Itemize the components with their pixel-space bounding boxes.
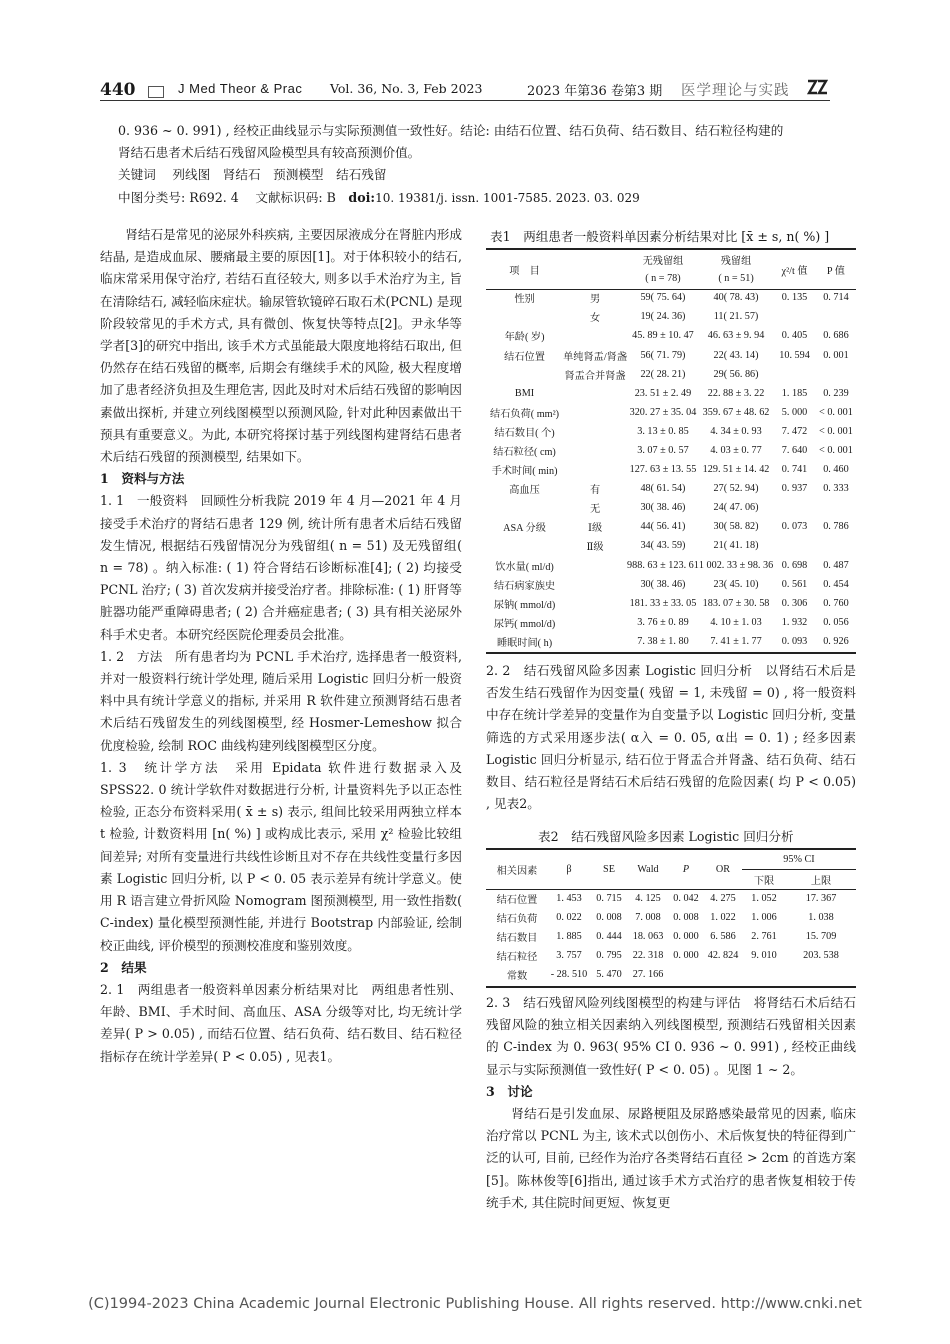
table1-row-cell: 1 002. 33 ± 98. 36 (698, 559, 774, 571)
table2-row-cell: 42. 824 (707, 950, 739, 961)
table1-bottom-rule (486, 652, 856, 654)
table1-row-cell: 肾盂合并肾盏 (564, 370, 626, 382)
table2 (486, 850, 856, 984)
volume-cn: 2023 年第36 卷第3 期 (527, 84, 663, 99)
table2-header-cell: 95% CI (742, 850, 856, 870)
table1-row-cell (773, 498, 816, 517)
table1-row-cell: 0. 306 (781, 597, 808, 609)
table1-row-cell: Ⅰ级 (587, 523, 603, 535)
table1-row-cell: 单纯肾盂/肾盏 (563, 351, 628, 363)
table1-row-cell: 男 (589, 294, 601, 306)
table1-caption: 表1 两组患者一般资料单因素分析结果对比 [x̄ ± s, n( %) ] (490, 229, 830, 244)
table2-row-cell: 1. 052 (751, 893, 777, 904)
right-column-upper (486, 660, 856, 815)
table1-row (486, 384, 856, 403)
table1-header-row (486, 250, 856, 269)
table1-row-cell: 4. 03 ± 0. 77 (710, 444, 762, 456)
table1-row-cell: 手术时间( min) (491, 466, 558, 478)
table1-row-cell (563, 441, 627, 460)
left-column (100, 224, 462, 1068)
table1-row-cell (563, 326, 627, 345)
table1-row-cell: 0. 001 (823, 349, 849, 361)
table2-header-row (486, 850, 856, 870)
table1-row (486, 613, 856, 632)
table2-row (486, 965, 856, 984)
table1-row-cell (563, 575, 627, 594)
table1-row-cell: 0. 561 (781, 578, 808, 590)
table1-row-cell: 11( 21. 57) (713, 311, 759, 323)
table2-row-cell: 0. 022 (556, 912, 582, 923)
table2-header-cell: 相关因素 (496, 866, 538, 877)
table1-row-cell (563, 632, 627, 651)
table1-row-cell: 女 (589, 313, 601, 325)
table1-row-cell (563, 613, 627, 632)
table1-row-cell: 4. 34 ± 0. 93 (710, 425, 762, 437)
table1-row (486, 307, 856, 326)
table1-row (486, 441, 856, 460)
table1-row-cell: 183. 07 ± 30. 58 (702, 597, 770, 609)
table1-row-cell (563, 422, 627, 441)
classification (118, 187, 830, 209)
table1-row-cell: 0. 239 (823, 387, 849, 399)
table1-row-cell: 0. 714 (823, 292, 849, 304)
table1-row-cell: 0. 056 (823, 616, 849, 628)
doi-value: 10. 19381/j. issn. 1001-7585. 2023. 03. 029 (375, 190, 640, 205)
table1-row-cell: 0. 405 (781, 330, 808, 342)
table1-header-cell: 项 目 (509, 265, 540, 277)
table1-row-cell: 30( 38. 46) (640, 578, 686, 590)
table1-row (486, 517, 856, 536)
table2-row (486, 946, 856, 965)
section-2-heading: 2 结果 (100, 959, 147, 975)
table1-row-cell: 22( 28. 21) (640, 368, 686, 380)
table2-row-cell: 2. 761 (751, 931, 777, 942)
table1-row-cell: 结石位置 (504, 351, 545, 363)
table1-row-cell: BMI (514, 387, 535, 399)
table2-bottom-rule (486, 986, 856, 988)
table1 (486, 250, 856, 651)
table2-row-cell: 常数 (506, 971, 528, 982)
table2-row (486, 908, 856, 927)
table1-row-cell: 59( 75. 64) (640, 292, 686, 304)
table2-row-cell: 0. 008 (673, 912, 699, 923)
table1-row (486, 288, 856, 307)
table1-row-cell: 结石病家族史 (493, 580, 556, 592)
table2-header-cell: OR (715, 864, 731, 875)
table1-row-cell: 23( 45. 10) (713, 578, 759, 590)
table1-row-cell: 44( 56. 41) (640, 521, 686, 533)
table2-row (486, 889, 856, 908)
page-number: 440 (100, 80, 136, 100)
table1-header-cell: P 值 (826, 265, 845, 277)
table1-row-cell: 30( 38. 46) (640, 502, 686, 514)
table1-row-cell: 988. 63 ± 123. 61 (627, 559, 699, 571)
table1-row-cell (563, 556, 627, 575)
table1-row-cell: 127. 63 ± 13. 55 (629, 464, 697, 476)
table2-row-cell: 1. 038 (808, 912, 834, 923)
table2-row-cell: 0. 444 (596, 931, 622, 942)
table1-row (486, 326, 856, 345)
table2-row-cell: 203. 538 (803, 950, 839, 961)
table1-row-cell: 7. 38 ± 1. 80 (637, 635, 689, 647)
classification-text: 中图分类号: R692. 4 文献标识码: B (118, 189, 349, 205)
table1-row-cell: 3. 13 ± 0. 85 (637, 425, 689, 437)
table1-row-cell: 22( 43. 14) (713, 349, 759, 361)
table2-row-cell (704, 965, 742, 984)
table1-row-cell: 19( 24. 36) (640, 311, 686, 323)
table1-row-cell: 0. 454 (823, 578, 849, 590)
table1-row-cell (816, 498, 856, 517)
table1-row-cell: ASA 分级 (503, 523, 546, 535)
section-1-1: 1. 1 一般资料 回顾性分析我院 2019 年 4 月—2021 年 4 月接受手术治疗的肾结石患者 129 例, 统计所有患者术后结石残留发生情况, 根据结石残留情况分为残留组( n = 51) 及无残留组( n = 78) 。纳入标准: ( 1) 符合肾结石诊断标准[4]; ( 2) 均接受 PCNL 治疗; ( 3) 首次发病并接受治疗者。排除标准: ( 1) 肝肾等脏器功能严重障碍患者; ( 2) 合并癌症患者; ( 3) 具有相关泌尿外科手术史者。本研究经医院伦理委员会批准。 (100, 493, 462, 642)
table1-row-cell: 4. 10 ± 1. 03 (710, 616, 762, 628)
table1-row-cell: 0. 093 (781, 635, 808, 647)
table1-row-cell: 0. 333 (823, 483, 849, 495)
table1-row-cell: 27( 52. 94) (713, 483, 759, 495)
table1-row-cell: 0. 073 (781, 521, 808, 533)
table1-row-cell: 结石粒径( cm) (493, 446, 556, 458)
table2-row-cell (668, 965, 704, 984)
table1-row-cell: 359. 67 ± 48. 62 (702, 406, 770, 418)
right-column-lower (486, 992, 856, 1214)
table1-row-cell: 7. 472 (781, 425, 808, 437)
table1-row (486, 536, 856, 555)
table1-row-cell: 46. 63 ± 9. 94 (707, 330, 765, 342)
table1-row-cell: 结石数目( 个) (494, 427, 555, 439)
table2-row-cell: 结石数目 (496, 933, 538, 944)
table1-row-cell: 0. 786 (823, 521, 849, 533)
table1-header-cell: 残留组 (720, 256, 752, 268)
table1-row-cell: 3. 07 ± 0. 57 (637, 444, 689, 456)
table2-row-cell: 0. 042 (673, 893, 699, 904)
table1-row-cell: 29( 56. 86) (713, 368, 759, 380)
table1-row-cell: 22. 88 ± 3. 22 (707, 387, 765, 399)
table2-row-cell: 22. 318 (632, 950, 664, 961)
table1-row-cell: 0. 937 (781, 483, 808, 495)
table1-row-cell: 高血压 (509, 485, 540, 497)
table2-row-cell: 5. 470 (596, 969, 622, 980)
table2-row-cell: 15. 709 (805, 931, 837, 942)
table1-row-cell: 尿钠( mmol/d) (493, 599, 556, 611)
table1-row-cell (563, 403, 627, 422)
table2-row-cell: 结石粒径 (496, 952, 538, 963)
table1-header-cell: 无残留组 (642, 256, 684, 268)
table1-row-cell (563, 384, 627, 403)
table2-row-cell: 0. 008 (596, 912, 622, 923)
table2-row-cell: 1. 885 (556, 931, 582, 942)
table1-row-cell: 饮水量( ml/d) (495, 561, 554, 573)
copyright-footer: (C)1994-2023 China Academic Journal Electronic Publishing House. All rights reserved. http://www.cnki.net (88, 1296, 862, 1312)
table1-row-cell (486, 307, 563, 326)
table2-header-rule (486, 889, 856, 890)
table1-row-cell (816, 307, 856, 326)
table1-row-cell: 0. 135 (781, 292, 808, 304)
journal-logo-icon (806, 79, 828, 95)
table1-row-cell (816, 536, 856, 555)
table1-header-rule (486, 289, 856, 290)
table1-row-cell: 21( 41. 18) (713, 540, 759, 552)
section-1-2: 1. 2 方法 所有患者均为 PCNL 手术治疗, 选择患者一般资料, 并对一般资料行统计学处理, 随后采用 Logistic 回归分析一般资料中具有统计学意义的指标, 并采用 R 软件建立预测肾结石患者术后结石残留发生的列线图模型, 经 Hosmer-Lemeshow 拟合优度检验, 绘制 ROC 曲线构建列线图模型区分度。 (100, 648, 462, 753)
table1-row-cell: 有 (589, 485, 601, 497)
table1-row-cell: 无 (589, 504, 601, 516)
table1-row-cell: 1. 185 (781, 387, 808, 399)
section-3-heading: 3 讨论 (486, 1083, 533, 1099)
table2-row-cell: 17. 367 (805, 893, 837, 904)
abstract-line-2: 肾结石患者术后结石残留风险模型具有较高预测价值。 (118, 145, 421, 161)
table1-row (486, 422, 856, 441)
table1-row-cell: < 0. 001 (819, 444, 853, 456)
table1-row-cell (486, 498, 563, 517)
table1-row-cell: 0. 926 (823, 635, 849, 647)
table2-row-cell: 9. 010 (751, 950, 777, 961)
table1-row-cell: 45. 89 ± 10. 47 (632, 330, 694, 342)
table1-row-cell: 结石负荷( mm²) (490, 408, 560, 420)
table1-row (486, 479, 856, 498)
table2-row-cell: 结石负荷 (496, 914, 538, 925)
section-1-3: 1. 3 统计学方法 采用 Epidata 软件进行数据录入及 SPSS22. 0 统计学软件对数据进行分析, 计量资料先予以正态性检验, 正态分布资料采用( x̄ ± s) 表示, 组间比较采用两独立样本 t 检验, 计数资料用 [n( %) ] 或构成比表示, 采用 χ² 检验比较组间差异; 对所有变量进行共线性诊断且对不存在共线性变量行多因素 Logistic 回归分析, 以 P < 0. 05 表示差异有统计学意义。使用 R 语言建立骨折风险 Nomogram 图预测模型, 用一致性指数( C-index) 量化模型预测性能, 并进行 Bootstrap 内部验证, 绘制校正曲线, 评价模型的预测校准度和鉴别效度。 (100, 759, 462, 953)
table1-row-cell: 5. 000 (781, 406, 808, 418)
table2-row-cell (742, 965, 786, 984)
table2-row-cell: 1. 022 (710, 912, 736, 923)
table1-row-cell: 10. 594 (779, 349, 810, 361)
table1-row-cell (773, 307, 816, 326)
journal-name-cn: 医学理论与实践 (681, 83, 790, 99)
table2-row-cell: 6. 586 (710, 931, 736, 942)
table2-header-cell: Wald (637, 864, 659, 875)
intro-paragraph: 肾结石是常见的泌尿外科疾病, 主要因尿液成分在肾脏内形成结晶, 是造成血尿、腰痛最主要的原因[1]。对于体积较小的结石, 临床常采用保守治疗, 若结石直径较大, 则多以手术治疗为主, 旨在清除结石, 减轻临床症状。输尿管软镜碎石取石术(PCNL) 是现阶段较常见的手术方式, 具有微创、恢复快等特点[2]。尹永华等学者[3]的研究中指出, 该手术方式虽能最大限度地将结石取出, 但仍然存在结石残留的概率, 后期会有继续手术的风险, 极大程度增加了患者经济负担及生理危害, 因此及时对术后结石残留的影响因素做出探析, 并建立列线图模型以预测风险, 针对此种因素做出干预具有重要意义。为此, 本研究将探讨基于列线图构建肾结石患者术后结石残留的预测模型, 结果如下。 (100, 227, 462, 465)
abstract-line-1: 0. 936 ~ 0. 991) , 经校正曲线显示与实际预测值一致性好。结论: 由结石位置、结石负荷、结石数目、结石粒径构建的 (118, 123, 784, 138)
table2-row-cell: - 28. 510 (550, 969, 588, 980)
table1-row-cell (486, 365, 563, 384)
table1-row-cell: 320. 27 ± 35. 04 (629, 406, 697, 418)
table2-row-cell: 4. 275 (710, 893, 736, 904)
table2-header-cell: 上限 (810, 876, 832, 887)
table1-row-cell: 1. 932 (781, 616, 808, 628)
table1-row-cell: 0. 487 (823, 559, 849, 571)
table2-row (486, 927, 856, 946)
table1-row (486, 556, 856, 575)
table1-row-cell: 性别 (514, 294, 535, 306)
table1-row-cell (486, 536, 563, 555)
table1-row-cell: 181. 33 ± 33. 05 (629, 597, 697, 609)
table1-row-cell: < 0. 001 (819, 425, 853, 437)
volume-en: Vol. 36, No. 3, Feb 2023 (330, 81, 483, 96)
table1-row-cell: 睡眠时间( h) (496, 637, 553, 649)
table1-row (486, 365, 856, 384)
table1-row-cell: 3. 76 ± 0. 89 (637, 616, 689, 628)
table1-row-cell: 0. 698 (781, 559, 808, 571)
table1-row-cell: 0. 741 (781, 464, 808, 476)
table1-row (486, 403, 856, 422)
table2-row-cell: 18. 063 (632, 931, 664, 942)
table1-row (486, 575, 856, 594)
section-3-paragraph: 肾结石是引发血尿、尿路梗阻及尿路感染最常见的因素, 临床治疗常以 PCNL 为主, 该术式以创伤小、术后恢复快的特征得到广泛的认可, 目前, 已经作为治疗各类肾结石直径 > 2cm 的首选方案[5]。陈林俊等[6]指出, 通过该手术方式治疗的患者恢复相较于传统手术, 其住院时间更短、恢复更 (486, 1106, 856, 1210)
table2-header-cell: SE (603, 864, 615, 875)
table2-row-cell: 7. 008 (635, 912, 661, 923)
table1-row-cell (773, 365, 816, 384)
table1-row-cell (563, 460, 627, 479)
table2-row-cell: 3. 757 (556, 950, 582, 961)
table1-row-cell (563, 594, 627, 613)
doi-label: doi: (348, 189, 376, 205)
section-2-2: 2. 2 结石残留风险多因素 Logistic 回归分析 以肾结石术后是否发生结石残留作为因变量( 残留 = 1, 未残留 = 0) , 将一般资料中存在统计学差异的变量作为自变量予以 Logistic 回归分析, 变量筛选的方式采用逐步法( α入 = 0. 05, α出 = 0. 1) ; 经多因素 Logistic 回归分析显示, 结石位于肾盂合并肾盏、结石负荷、结石数目、结石粒径是肾结石术后结石残留的危险因素( 均 P < 0.05) , 见表2。 (486, 663, 856, 812)
table1-row-cell: 48( 61. 54) (640, 483, 686, 495)
table1-row-cell: 34( 43. 59) (640, 540, 686, 552)
table1-header-cell: ( n = 78) (645, 273, 681, 285)
table2-header-cell: P (682, 864, 690, 875)
table1-header-cell: ( n = 51) (718, 273, 754, 285)
table2-caption: 表2 结石残留风险多因素 Logistic 回归分析 (538, 829, 794, 844)
table2-header-cell: β (566, 864, 572, 875)
table2-row-cell: 0. 795 (596, 950, 622, 961)
table2-row-cell: 4. 125 (635, 893, 661, 904)
table1-row-cell: 56( 71. 79) (640, 349, 686, 361)
table2-row-cell: 1. 453 (556, 893, 582, 904)
journal-name-en: J Med Theor & Prac (178, 81, 303, 96)
table2-row-cell: 0. 715 (596, 893, 622, 904)
table1-row (486, 345, 856, 364)
table1-row-cell (816, 365, 856, 384)
table1-row (486, 594, 856, 613)
table1-row-cell: Ⅱ级 (586, 542, 604, 554)
table1-row-cell: 0. 760 (823, 597, 849, 609)
table1-row-cell: 0. 460 (823, 464, 849, 476)
table2-row-cell: 1. 006 (751, 912, 777, 923)
table1-row-cell: < 0. 001 (819, 406, 853, 418)
header-rule (100, 100, 830, 101)
table1-header-cell: χ²/t 值 (781, 265, 808, 277)
table2-row-cell: 27. 166 (632, 969, 664, 980)
abstract-block (118, 120, 830, 209)
section-2-1: 2. 1 两组患者一般资料单因素分析结果对比 两组患者性别、年龄、BMI、手术时间、高血压、ASA 分级等对比, 均无统计学差异( P > 0.05) , 而结石位置、结石负荷、结石数目、结石粒径指标存在统计学差异( P < 0.05) , 见表1。 (100, 981, 462, 1064)
table2-row-cell (786, 965, 856, 984)
section-1-heading: 1 资料与方法 (100, 471, 185, 487)
table2-row-cell: 0. 000 (673, 950, 699, 961)
table1-row-cell: 24( 47. 06) (713, 502, 759, 514)
table2-header-cell: 下限 (753, 876, 775, 887)
table1-row (486, 632, 856, 651)
table1-row-cell: 23. 51 ± 2. 49 (634, 387, 692, 399)
section-2-3: 2. 3 结石残留风险列线图模型的构建与评估 将肾结石术后结石残留风险的独立相关因素纳入列线图模型, 预测结石残留相关因素的 C-index 为 0. 963( 95% CI 0. 936 ~ 0. 991) , 经校正曲线显示与实际预测值一致性好( P < 0. 05) 。见图 1 ~ 2。 (486, 995, 856, 1077)
table2-row-cell: 结石位置 (496, 895, 538, 906)
table1-row-cell: 7. 640 (781, 444, 808, 456)
table1-row (486, 498, 856, 517)
table2-row-cell: 0. 000 (673, 931, 699, 942)
table1-row-cell: 0. 686 (823, 330, 849, 342)
table1-row-cell: 年龄( 岁) (504, 332, 545, 344)
table1-row-cell: 7. 41 ± 1. 77 (710, 635, 762, 647)
table1-header-cell (563, 250, 627, 288)
header-box-icon (148, 86, 164, 98)
table1-row-cell: 129. 51 ± 14. 42 (702, 464, 770, 476)
keywords: 关键词 列线图 肾结石 预测模型 结石残留 (118, 167, 387, 183)
table1-row-cell: 30( 58. 82) (713, 521, 759, 533)
table1-row-cell: 40( 78. 43) (713, 292, 759, 304)
table1-row (486, 460, 856, 479)
table1-row-cell (773, 536, 816, 555)
table1-row-cell: 尿钙( mmol/d) (493, 618, 556, 630)
